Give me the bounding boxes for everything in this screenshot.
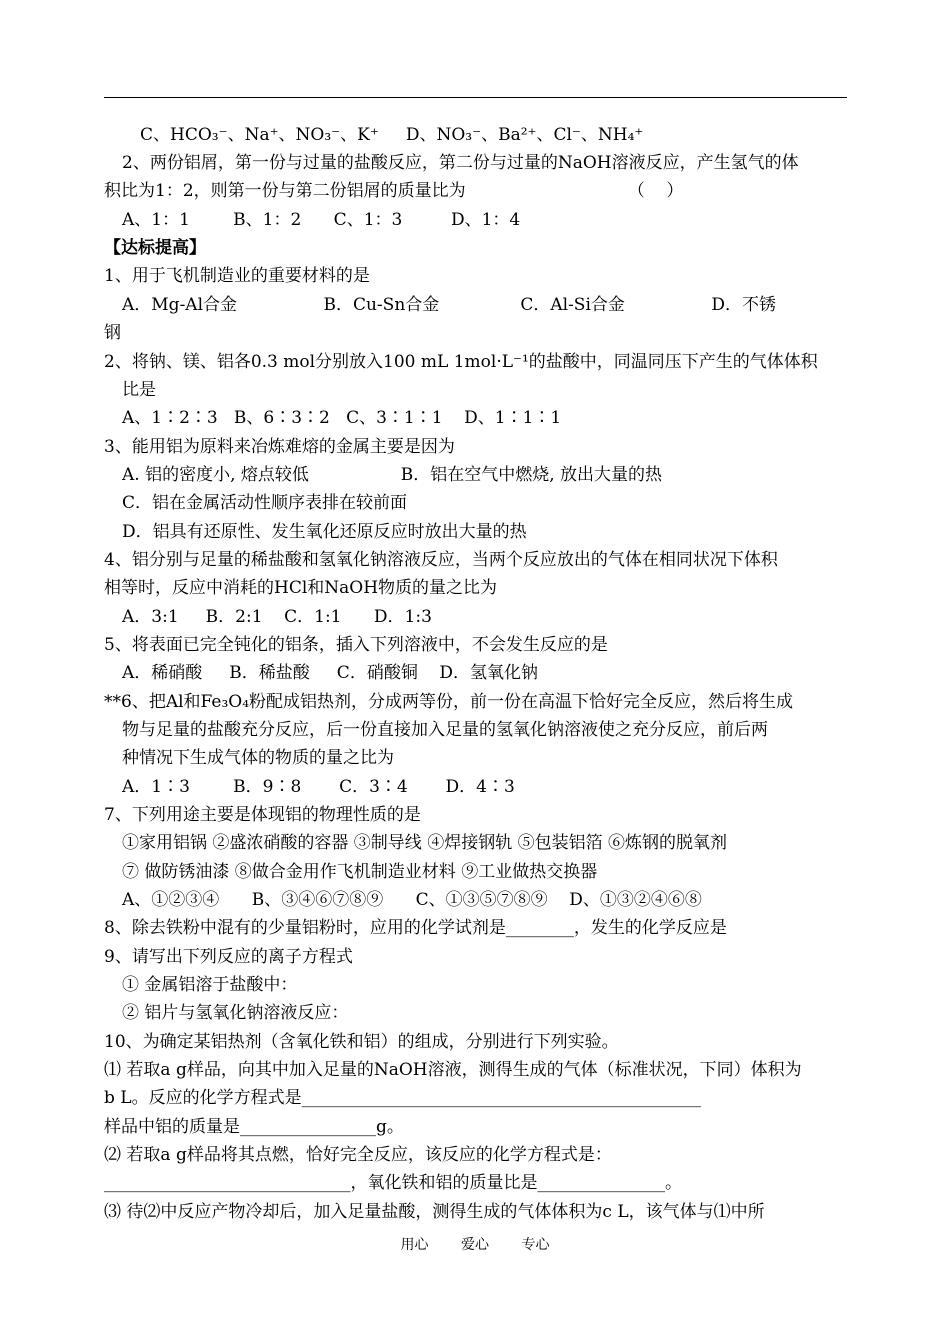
- text-line: 1、用于飞机制造业的重要材料的是: [104, 266, 370, 286]
- text-line: ⑴ 若取a g样品，向其中加入足量的NaOH溶液，测得生成的气体（标准状况，下同）体积为: [104, 1060, 802, 1080]
- text-line: A．Mg-Al合金 B．Cu-Sn合金 C．Al-Si合金 D．不锈: [122, 295, 776, 315]
- text-line: A. 铝的密度小, 熔点较低 B．铝在空气中燃烧, 放出大量的热: [122, 465, 663, 485]
- text-line: A．稀硝酸 B．稀盐酸 C．硝酸铜 D．氢氧化钠: [122, 663, 539, 683]
- text-line: 5、将表面已完全钝化的铝条，插入下列溶液中，不会发生反应的是: [104, 635, 608, 655]
- text-line: 钢: [104, 323, 121, 343]
- text-line: 积比为1：2，则第一份与第二份铝屑的质量比为 （ ）: [104, 181, 684, 201]
- text-line: ⑶ 待⑵中反应产物冷却后，加入足量盐酸，测得生成的气体体积为c L，该气体与⑴中所: [104, 1202, 765, 1222]
- text-line: ⑵ 若取a g样品将其点燃，恰好完全反应，该反应的化学方程式是：: [104, 1145, 612, 1165]
- text-line: ①家用铝锅 ②盛浓硝酸的容器 ③制导线 ④焊接钢轨 ⑤包装铝箔 ⑥炼钢的脱氧剂: [122, 833, 728, 853]
- text-line: ② 铝片与氢氧化钠溶液反应：: [122, 1003, 349, 1023]
- text-line: b L。反应的化学方程式是_______________________________________________: [104, 1088, 702, 1108]
- text-line: 10、为确定某铝热剂（含氧化铁和铝）的组成，分别进行下列实验。: [104, 1032, 619, 1052]
- text-line: 比是: [122, 380, 156, 400]
- footer-word-1: 用心: [400, 1237, 429, 1253]
- text-line: 相等时，反应中消耗的HCl和NaOH物质的量之比为: [104, 578, 498, 598]
- header-rule: [104, 97, 847, 98]
- text-line: D．铝具有还原性、发生氧化还原反应时放出大量的热: [122, 522, 527, 542]
- text-line: A．3:1 B．2:1 C．1:1 D．1:3: [122, 607, 432, 627]
- text-line: 2、两份铝屑，第一份与过量的盐酸反应，第二份与过量的NaOH溶液反应，产生氢气的体: [122, 153, 799, 173]
- text-line: _____________________________，氧化铁和铝的质量比是_______________。: [104, 1173, 682, 1193]
- text-line: C、HCO₃⁻、Na⁺、NO₃⁻、K⁺ D、NO₃⁻、Ba²⁺、Cl⁻、NH₄⁺: [140, 125, 644, 145]
- text-line: ① 金属铝溶于盐酸中：: [122, 975, 298, 995]
- text-line: ⑦ 做防锈油漆 ⑧做合金用作飞机制造业材料 ⑨工业做热交换器: [122, 862, 598, 882]
- text-line: 样品中铝的质量是________________g。: [104, 1117, 404, 1137]
- text-line: A、1∶2∶3 B、6∶3∶2 C、3∶1∶1 D、1∶1∶1: [122, 408, 562, 428]
- text-line: 2、将钠、镁、铝各0.3 mol分别放入100 mL 1mol·L⁻¹的盐酸中，同温同压下产生的气体体积: [104, 352, 818, 372]
- page-footer: [0, 1234, 950, 1254]
- text-line: C．铝在金属活动性顺序表排在较前面: [122, 493, 408, 513]
- text-line: **6、把Al和Fe₃O₄粉配成铝热剂，分成两等份，前一份在高温下恰好完全反应，然后将生成: [104, 692, 794, 712]
- footer-word-2: 爱心: [461, 1237, 489, 1253]
- text-line: 种情况下生成气体的物质的量之比为: [122, 748, 394, 768]
- text-line: A、①②③④ B、③④⑥⑦⑧⑨ C、①③⑤⑦⑧⑨ D、①③②④⑥⑧: [122, 890, 702, 910]
- text-line: 3、能用铝为原料来冶炼难熔的金属主要是因为: [104, 437, 455, 457]
- text-line: A、1：1 B、1：2 C、1：3 D、1：4: [122, 210, 521, 230]
- text-line: 8、除去铁粉中混有的少量铝粉时，应用的化学试剂是________，发生的化学反应是: [104, 918, 727, 938]
- text-line: 4、铝分别与足量的稀盐酸和氢氧化钠溶液反应，当两个反应放出的气体在相同状况下体积: [104, 550, 778, 570]
- text-line: 9、请写出下列反应的离子方程式: [104, 947, 353, 967]
- section-heading: 【达标提高】: [104, 238, 206, 258]
- text-line: 物与足量的盐酸充分反应，后一份直接加入足量的氢氧化钠溶液使之充分反应，前后两: [122, 720, 768, 740]
- text-line: 7、下列用途主要是体现铝的物理性质的是: [104, 805, 421, 825]
- text-line: A．1∶3 B．9∶8 C．3∶4 D．4∶3: [122, 777, 515, 797]
- footer-word-3: 专心: [521, 1237, 550, 1253]
